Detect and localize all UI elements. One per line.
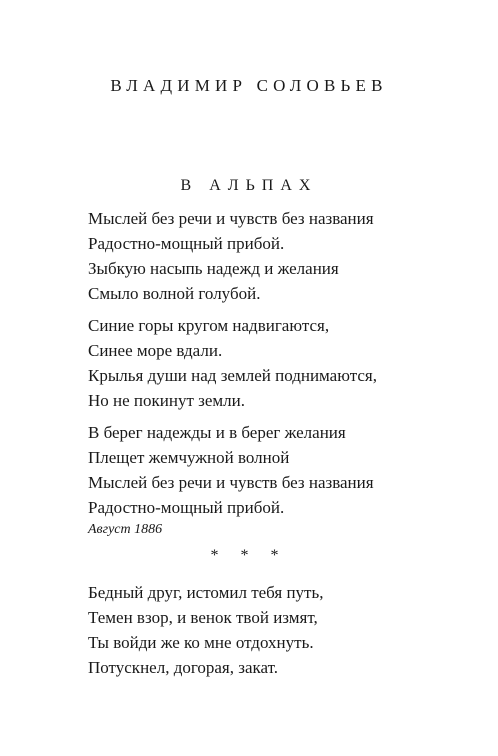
poem-stanza-3 bbox=[88, 420, 374, 520]
poem-title: В АЛЬПАХ bbox=[180, 177, 318, 194]
verse-line: Мыслей без речи и чувств без названия bbox=[88, 209, 374, 228]
verse-line: Мыслей без речи и чувств без названия bbox=[88, 473, 374, 492]
verse-line: Плещет жемчужной волной bbox=[88, 448, 290, 467]
poem-2-stanza-1 bbox=[88, 580, 324, 680]
poem-date: Август 1886 bbox=[88, 522, 163, 537]
section-separator: * * * bbox=[210, 547, 288, 564]
poem-stanza-1 bbox=[88, 206, 374, 306]
verse-line: Ты войди же ко мне отдохнуть. bbox=[88, 633, 314, 652]
verse-line: Радостно-мощный прибой. bbox=[88, 234, 285, 253]
verse-line: Бедный друг, истомил тебя путь, bbox=[88, 583, 324, 602]
verse-line: Радостно-мощный прибой. bbox=[88, 498, 285, 517]
verse-line: Темен взор, и венок твой измят, bbox=[88, 608, 318, 627]
verse-line: Синие горы кругом надвигаются, bbox=[88, 316, 330, 335]
verse-line: Смыло волной голубой. bbox=[88, 284, 261, 303]
verse-line: Крылья души над землей поднимаются, bbox=[88, 366, 377, 385]
verse-line: Зыбкую насыпь надежд и желания bbox=[88, 259, 339, 278]
author-name: ВЛАДИМИР СОЛОВЬЕВ bbox=[110, 76, 388, 95]
poem-stanza-2 bbox=[88, 313, 377, 413]
verse-line: Синее море вдали. bbox=[88, 341, 223, 360]
verse-line: Потускнел, догорая, закат. bbox=[88, 658, 279, 677]
verse-line: Но не покинут земли. bbox=[88, 391, 246, 410]
verse-line: В берег надежды и в берег желания bbox=[88, 423, 346, 442]
